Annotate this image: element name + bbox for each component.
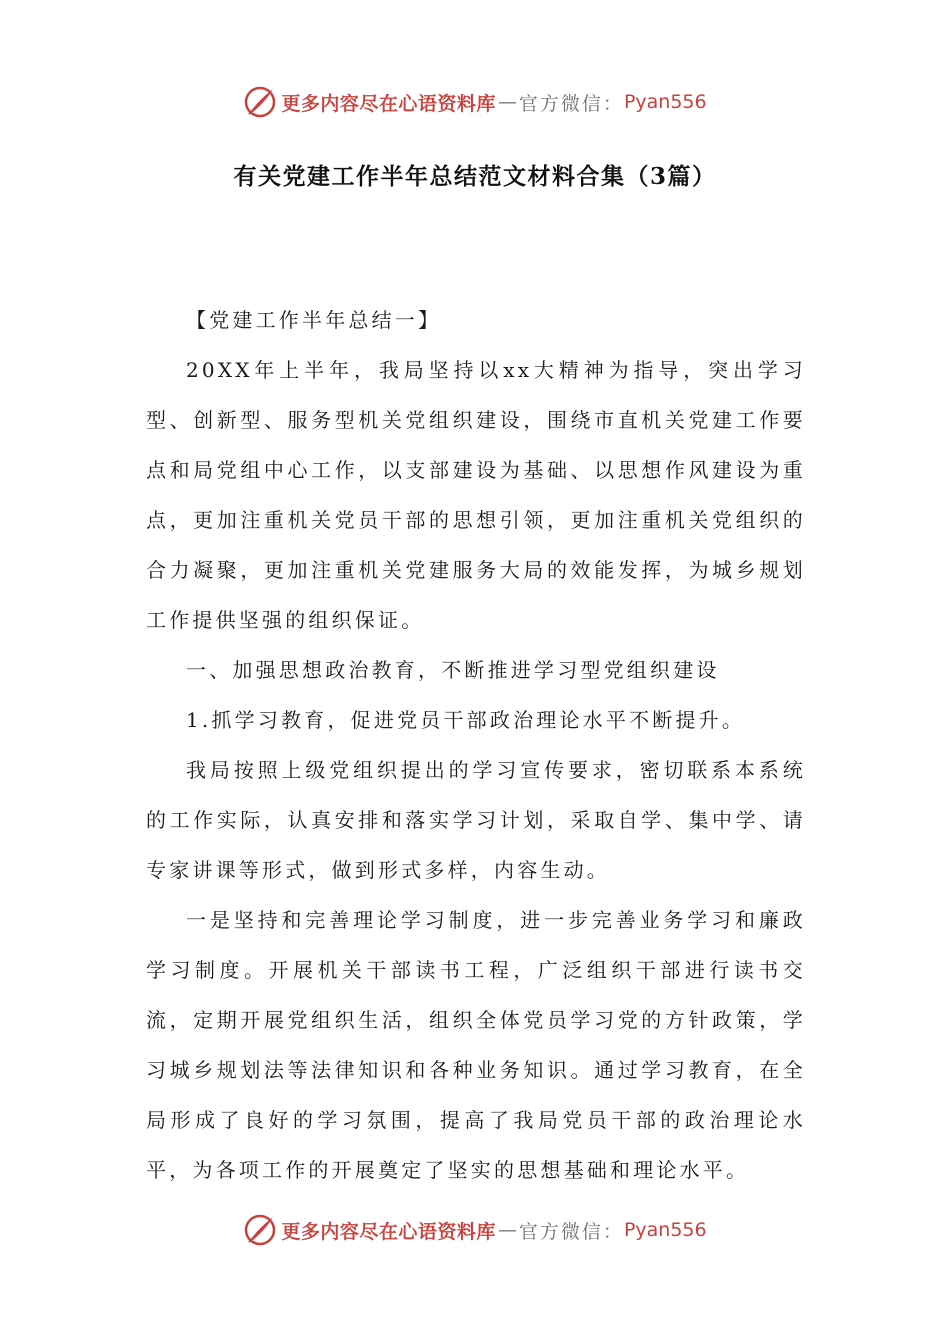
paragraph: 我局按照上级党组织提出的学习宣传要求，密切联系本系统的工作实际，认真安排和落实学习计划，采取自学、集中学、请专家讲课等形式，做到形式多样，内容生动。 bbox=[146, 758, 806, 882]
quill-logo-icon bbox=[243, 85, 277, 119]
banner-dash: — bbox=[497, 1219, 517, 1241]
document-title: 有关党建工作半年总结范文材料合集（3篇） bbox=[233, 163, 717, 190]
subheading: 1.抓学习教育，促进党员干部政治理论水平不断提升。 bbox=[186, 708, 746, 732]
document-body bbox=[146, 295, 806, 1195]
banner-wechat-label: 官方微信： bbox=[518, 1220, 624, 1243]
banner-wechat-label: 官方微信： bbox=[518, 92, 624, 115]
banner-dash: — bbox=[497, 91, 517, 113]
quill-logo-icon bbox=[243, 1213, 277, 1247]
banner-wechat-id: Pyan556 bbox=[623, 1219, 707, 1241]
subheading: 一、加强思想政治教育，不断推进学习型党组织建设 bbox=[186, 658, 720, 682]
section-heading: 【党建工作半年总结一】 bbox=[186, 308, 442, 332]
banner-main-text: 更多内容尽在心语资料库 bbox=[281, 92, 496, 115]
banner-wechat-id: Pyan556 bbox=[623, 91, 707, 113]
banner-main-text: 更多内容尽在心语资料库 bbox=[281, 1220, 496, 1243]
footer-banner bbox=[0, 1208, 950, 1252]
paragraph: 20XX年上半年，我局坚持以xx大精神为指导，突出学习型、创新型、服务型机关党组织建设，围绕市直机关党建工作要点和局党组中心工作，以支部建设为基础、以思想作风建设为重点，更加注重机关党员干部的思想引领，更加注重机关党组织的合力凝聚，更加注重机关党建服务大局的效能发挥，为城乡规划工作提供坚强的组织保证。 bbox=[146, 358, 806, 632]
header-banner bbox=[0, 80, 950, 124]
paragraph: 一是坚持和完善理论学习制度，进一步完善业务学习和廉政学习制度。开展机关干部读书工程，广泛组织干部进行读书交流，定期开展党组织生活，组织全体党员学习党的方针政策，学习城乡规划法等法律知识和各种业务知识。通过学习教育，在全局形成了良好的学习氛围，提高了我局党员干部的政治理论水平，为各项工作的开展奠定了坚实的思想基础和理论水平。 bbox=[146, 908, 806, 1182]
